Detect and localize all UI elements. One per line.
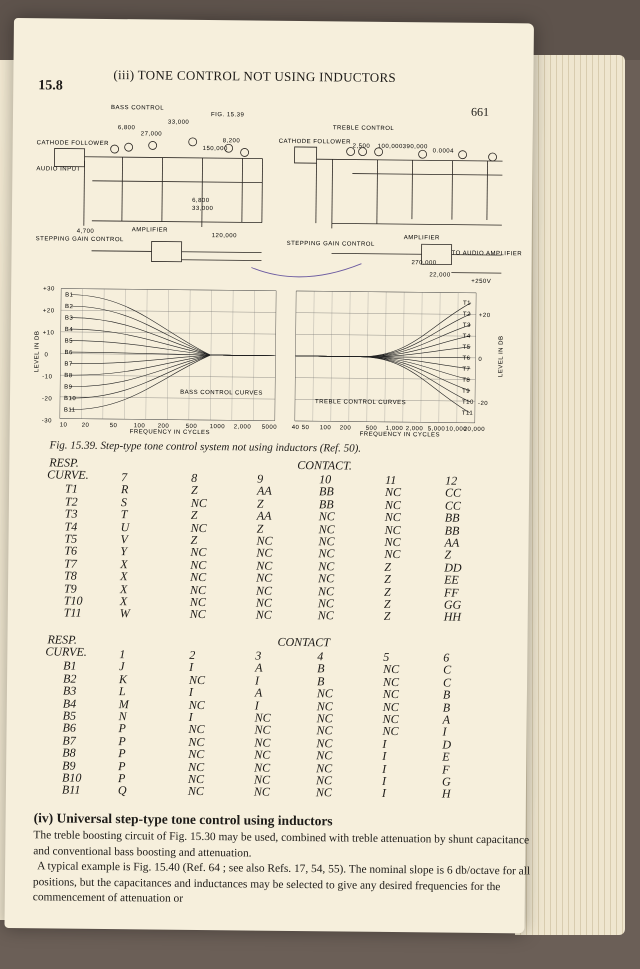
table-cell: Z xyxy=(383,596,391,612)
table-cell: NC xyxy=(315,785,332,800)
table-cell: D xyxy=(442,737,452,752)
value-label: 8,200 xyxy=(222,138,241,145)
table-cell: NC xyxy=(382,687,400,702)
table-cell: I xyxy=(254,698,259,713)
table-cell: NC xyxy=(254,747,271,762)
audio-input-label: AUDIO INPUT xyxy=(36,166,81,173)
table-column-header: 6 xyxy=(443,650,450,665)
x-tick: 10,000 xyxy=(445,426,468,433)
x-tick: 100 xyxy=(319,425,332,432)
table-cell: NC xyxy=(188,747,205,762)
table-column-header: 2 xyxy=(189,647,196,662)
treble-curve-label: T2 xyxy=(462,311,471,318)
y-tick: +20 xyxy=(42,308,55,315)
table-cell: I xyxy=(381,786,386,801)
row-label: T9 xyxy=(63,581,77,596)
row-label: B3 xyxy=(62,683,77,698)
row-label: T2 xyxy=(64,494,78,509)
table-cell: X xyxy=(120,556,128,572)
y-axis-label: LEVEL IN DB xyxy=(34,330,41,373)
row-label: B7 xyxy=(62,733,76,748)
table-cell: NC xyxy=(316,723,333,738)
table-cell: Y xyxy=(120,544,128,559)
treble-curve-label: T6 xyxy=(462,355,471,362)
table-cell: P xyxy=(118,721,126,736)
treble-curve-label: T1 xyxy=(463,300,472,307)
table-cell: NC xyxy=(384,510,401,525)
table-cell: I xyxy=(382,736,387,751)
y-tick: -30 xyxy=(41,418,52,425)
table-cell: NC xyxy=(382,674,400,689)
row-label: T6 xyxy=(64,543,78,559)
treble-stepping-gain-label: STEPPING GAIN CONTROL xyxy=(286,240,375,248)
table-cell: NC xyxy=(316,686,334,701)
table-cell: I xyxy=(255,673,260,688)
bass-stepping-gain-label: STEPPING GAIN CONTROL xyxy=(35,236,124,244)
pen-mark xyxy=(251,262,361,277)
table-cell: P xyxy=(118,746,126,761)
treble-curve-label: T11 xyxy=(461,410,474,417)
table-cell: NC xyxy=(189,582,207,597)
table-cell: DD xyxy=(444,560,462,575)
table-cell: X xyxy=(119,594,128,609)
table-cell: GG xyxy=(443,597,462,612)
table-cell: NC xyxy=(318,534,335,549)
table-cell: Z xyxy=(444,547,452,563)
value-label: 33,000 xyxy=(167,119,190,126)
schematic-wiring xyxy=(53,136,502,273)
bass-curve-label: B2 xyxy=(64,304,74,311)
table-cell: NC xyxy=(187,771,205,787)
table-column-header: 11 xyxy=(385,472,397,488)
table-cell: M xyxy=(118,696,129,711)
row-label: B5 xyxy=(62,708,77,723)
treble-curves-label: TREBLE CONTROL CURVES xyxy=(314,399,407,407)
table-cell: NC xyxy=(253,785,270,800)
table-cell: NC xyxy=(255,583,273,598)
bass-curve xyxy=(70,295,276,356)
row-label: B8 xyxy=(62,745,76,760)
row-label: B1 xyxy=(63,658,77,674)
table-cell: NC xyxy=(318,509,335,524)
y-tick: +30 xyxy=(43,286,55,293)
table-cell: NC xyxy=(188,722,205,737)
table-cell: NC xyxy=(188,697,205,712)
table-cell: NC xyxy=(254,760,271,775)
table-cell: BB xyxy=(444,523,460,538)
treble-amplifier-label: AMPLIFIER xyxy=(403,235,440,242)
table-cell: NC xyxy=(382,711,399,727)
row-label: T8 xyxy=(64,568,77,583)
table-column-header: 3 xyxy=(255,648,262,663)
y-tick: -20 xyxy=(41,396,53,403)
table-cell: H xyxy=(441,786,451,802)
value-label: +250V xyxy=(471,278,492,286)
treble-table-resp: RESP. xyxy=(49,455,79,470)
x-tick: 500 xyxy=(365,425,378,432)
table-cell: HH xyxy=(443,610,462,625)
bass-curve-label: B6 xyxy=(64,350,73,357)
row-label: T10 xyxy=(63,593,83,608)
x-tick: 100 xyxy=(133,423,146,430)
table-cell: FF xyxy=(443,585,459,600)
bass-table-contact: CONTACT xyxy=(277,634,331,650)
table-cell: Q xyxy=(117,783,127,798)
row-label: T11 xyxy=(63,606,82,621)
treble-curve-label: T3 xyxy=(462,322,471,329)
value-label: 4,700 xyxy=(76,228,95,235)
section-number: 15.8 xyxy=(38,78,63,94)
bass-curve-label: B8 xyxy=(64,373,73,380)
row-label: B2 xyxy=(63,671,77,686)
treble-table-curve: CURVE. xyxy=(47,467,89,482)
x-tick: 10 xyxy=(59,422,68,429)
table-cell: NC xyxy=(384,497,402,512)
row-label: T3 xyxy=(64,506,78,521)
table-cell: AA xyxy=(256,483,272,499)
table-cell: NC xyxy=(383,662,400,677)
table-cell: NC xyxy=(190,570,207,585)
bass-curve-label: B11 xyxy=(63,407,76,414)
table-cell: NC xyxy=(190,545,207,560)
treble-curve-label: T10 xyxy=(461,399,474,406)
table-cell: A xyxy=(254,685,263,700)
table-cell: NC xyxy=(254,710,271,725)
table-cell: CC xyxy=(444,498,462,513)
y-tick: 0 xyxy=(44,352,49,359)
table-cell: Z xyxy=(256,496,264,511)
table-cell: Z xyxy=(190,532,198,547)
table-cell: W xyxy=(119,606,130,621)
table-cell: NC xyxy=(382,724,399,739)
table-cell: NC xyxy=(318,546,335,561)
table-cell: NC xyxy=(317,608,334,623)
table-cell: CC xyxy=(444,485,462,501)
x-tick: 2,000 xyxy=(405,426,424,433)
table-cell: K xyxy=(119,671,128,687)
x-tick: 5,000 xyxy=(427,426,446,433)
row-label: B4 xyxy=(62,696,77,711)
table-cell: B xyxy=(442,700,451,715)
treble-contact-table xyxy=(48,470,486,623)
table-cell: Z xyxy=(384,572,391,587)
table-cell: S xyxy=(120,494,128,510)
table-cell: NC xyxy=(318,521,335,537)
value-label: 120,000 xyxy=(211,233,237,240)
treble-control-title: TREBLE CONTROL xyxy=(332,125,395,132)
x-tick: 50 xyxy=(301,425,310,432)
circuit-schematic xyxy=(31,100,523,287)
table-cell: I xyxy=(189,660,194,675)
x-axis-label-right: FREQUENCY IN CYCLES xyxy=(359,431,441,439)
table-column-header: 8 xyxy=(191,470,198,485)
table-cell: BB xyxy=(318,497,334,512)
row-label: T7 xyxy=(64,556,78,571)
treble-cathode-follower-label: CATHODE FOLLOWER xyxy=(278,138,351,146)
table-cell: R xyxy=(120,482,129,497)
table-cell: T xyxy=(120,507,128,522)
table-cell: NC xyxy=(316,748,333,763)
page-title: (iii) TONE CONTROL NOT USING INDUCTORS xyxy=(113,67,397,86)
table-cell: C xyxy=(443,662,452,678)
bass-contact-table xyxy=(46,647,484,800)
treble-curve-label: T8 xyxy=(462,377,471,384)
table-cell: B xyxy=(317,674,325,689)
row-label: T5 xyxy=(64,531,78,546)
table-cell: BB xyxy=(318,484,334,499)
treble-table-contact: CONTACT. xyxy=(297,457,352,473)
table-cell: NC xyxy=(316,698,333,714)
book-page xyxy=(4,18,534,933)
table-cell: Z xyxy=(383,609,391,624)
x-tick: 200 xyxy=(339,425,352,432)
table-cell: J xyxy=(119,659,125,674)
table-header-blank xyxy=(47,647,119,660)
table-column-header: 4 xyxy=(317,649,324,664)
value-label: 150,000 xyxy=(202,145,228,153)
table-header-blank xyxy=(49,470,121,483)
table-cell: A xyxy=(442,712,451,727)
table-cell: AA xyxy=(256,508,272,523)
table-cell: NC xyxy=(254,735,271,750)
y-tick: +20 xyxy=(478,312,491,320)
table-column-header: 1 xyxy=(119,647,126,662)
value-label: 6,800 xyxy=(117,125,136,132)
section-paragraph-1: The treble boosting circuit of Fig. 15.30 may be used, combined with treble attenuation by shunt capacitance and conventional bass boosting and attenuation. xyxy=(33,829,530,860)
treble-curve-label: T4 xyxy=(462,333,471,340)
value-label: 6,800 xyxy=(192,197,210,205)
table-column-header: 9 xyxy=(257,471,264,486)
table-cell: BB xyxy=(444,510,460,525)
table-cell: B xyxy=(317,661,325,676)
table-cell: NC xyxy=(384,534,401,550)
row-label: T1 xyxy=(64,481,78,497)
table-cell: Z xyxy=(383,584,391,599)
row-label: B9 xyxy=(62,758,76,773)
y-tick: -20 xyxy=(477,400,489,407)
table-column-header: 10 xyxy=(319,472,332,487)
table-cell: I xyxy=(442,724,447,740)
y-tick: +10 xyxy=(42,330,55,337)
x-tick: 5000 xyxy=(261,424,278,431)
value-label: 270,000 xyxy=(411,260,437,267)
table-cell: NC xyxy=(315,773,333,788)
table-cell: NC xyxy=(317,583,335,599)
bass-curve-label: B5 xyxy=(64,338,73,345)
treble-curve xyxy=(295,356,470,402)
table-cell: P xyxy=(118,758,126,773)
x-tick: 200 xyxy=(157,423,170,430)
bass-curve-label: B4 xyxy=(64,327,74,334)
table-column-header: 5 xyxy=(383,649,390,664)
row-label: B10 xyxy=(61,770,82,785)
bass-curves-label: BASS CONTROL CURVES xyxy=(180,389,263,397)
y-tick: 0 xyxy=(478,356,483,363)
value-label: 0.0004 xyxy=(432,148,455,155)
bass-curve xyxy=(70,354,275,389)
x-tick: 1000 xyxy=(209,424,226,431)
table-cell: L xyxy=(118,684,126,699)
section-paragraph-2: A typical example is Fig. 15.40 (Ref. 64 ; see also Refs. 17, 54, 55). The nominal slope is 6 db/octave for all positions, but the capacitances and inductances may be selected to give any desired frequencies for the commencement of attenuation or xyxy=(32,860,531,905)
table-cell: X xyxy=(120,569,128,584)
table-cell: NC xyxy=(190,557,207,572)
y-axis-label-right: LEVEL IN DB xyxy=(498,335,505,378)
table-cell: V xyxy=(120,532,128,547)
table-cell: NC xyxy=(256,533,273,548)
table-cell: I xyxy=(188,685,194,700)
table-cell: NC xyxy=(190,520,207,535)
table-cell: F xyxy=(442,762,450,777)
table-cell: NC xyxy=(318,559,335,574)
x-tick: 2,000 xyxy=(233,424,252,431)
bass-curve xyxy=(70,341,275,356)
row-label: B11 xyxy=(61,783,81,798)
bass-curve xyxy=(70,354,275,378)
value-label: 390,000 xyxy=(402,144,428,151)
table-cell: NC xyxy=(384,547,401,562)
table-cell: A xyxy=(255,660,263,676)
table-cell: I xyxy=(188,709,193,724)
x-tick: 40 xyxy=(291,424,300,432)
treble-curve xyxy=(295,356,470,391)
table-cell: NC xyxy=(316,711,333,726)
treble-curve-label: T9 xyxy=(462,388,471,395)
table-column-header: 12 xyxy=(445,473,458,488)
table-cell: NC xyxy=(256,558,273,573)
to-audio-amplifier-label: TO AUDIO AMPLIFIER xyxy=(451,250,523,258)
table-cell: X xyxy=(119,581,128,596)
table-cell: N xyxy=(118,709,127,724)
table-cell: NC xyxy=(255,608,272,623)
table-cell: Z xyxy=(190,483,198,498)
treble-curve xyxy=(295,323,470,358)
page-number: 661 xyxy=(470,104,490,119)
value-label: 27,000 xyxy=(140,131,163,138)
table-cell: NC xyxy=(382,699,399,714)
treble-curve xyxy=(295,301,471,358)
table-cell: U xyxy=(120,519,130,534)
bass-table-resp: RESP. xyxy=(47,632,78,647)
y-tick: -10 xyxy=(42,374,53,381)
x-tick: 500 xyxy=(185,423,198,430)
table-column-header: 7 xyxy=(121,470,128,485)
table-cell: NC xyxy=(188,759,205,774)
table-cell: NC xyxy=(189,607,206,622)
table-cell: NC xyxy=(317,596,334,611)
table-cell: NC xyxy=(384,485,402,500)
table-cell: I xyxy=(382,749,387,764)
table-cell: I xyxy=(382,761,387,776)
bass-curve-label: B9 xyxy=(64,384,73,391)
section-heading: (iv) Universal step-type tone control using inductors xyxy=(33,810,333,829)
table-cell: NC xyxy=(190,495,208,510)
table-cell: Z xyxy=(256,521,264,536)
x-tick: 50 xyxy=(109,423,118,430)
treble-curve-label: T5 xyxy=(462,344,471,351)
bass-curve-label: B1 xyxy=(65,292,74,299)
table-cell: NC xyxy=(188,734,205,749)
row-label: T4 xyxy=(64,519,78,534)
bass-cathode-follower-label: CATHODE FOLLOWER xyxy=(36,140,109,148)
table-cell: Z xyxy=(190,508,198,523)
treble-curve-label: T7 xyxy=(462,366,471,373)
bass-table-curve: CURVE. xyxy=(45,644,87,659)
x-tick: 20,000 xyxy=(463,426,486,433)
table-cell: B xyxy=(442,687,451,702)
bass-control-title: BASS CONTROL xyxy=(111,105,165,112)
table-cell: I xyxy=(381,773,387,788)
value-label: 22,000 xyxy=(429,272,451,279)
table-cell: EE xyxy=(444,572,459,587)
table-cell: NC xyxy=(254,722,271,738)
bass-curve-label: B7 xyxy=(64,361,73,368)
table-cell: G xyxy=(441,774,451,789)
table-cell: Z xyxy=(384,559,392,574)
bass-curve-label: B10 xyxy=(63,396,77,403)
value-label: 2,500 xyxy=(352,143,371,150)
table-cell: NC xyxy=(256,570,273,585)
fig-ref-label: FIG. 15.39 xyxy=(210,112,245,119)
table-cell: NC xyxy=(384,522,401,537)
table-cell: NC xyxy=(189,672,206,687)
row-label: B6 xyxy=(62,720,76,736)
table-cell: P xyxy=(117,771,126,786)
x-tick: 1,000 xyxy=(385,425,404,433)
response-curves-graph xyxy=(30,282,512,437)
x-tick: 20 xyxy=(81,422,90,429)
table-cell: NC xyxy=(256,546,273,561)
bass-amplifier-label: AMPLIFIER xyxy=(131,227,169,234)
table-cell: NC xyxy=(187,784,204,799)
table-cell: NC xyxy=(255,595,272,610)
bass-curve-label: B3 xyxy=(64,315,74,322)
table-cell: AA xyxy=(444,535,460,550)
table-cell: P xyxy=(118,733,126,749)
table-cell: NC xyxy=(189,594,206,610)
table-cell: C xyxy=(442,675,452,690)
table-cell: E xyxy=(442,749,450,764)
figure-caption: Fig. 15.39. Step-type tone control system not using inductors (Ref. 50). xyxy=(49,439,362,455)
value-label: 100,000 xyxy=(377,143,403,151)
table-cell: NC xyxy=(253,772,271,787)
value-label: 33,000 xyxy=(191,205,214,213)
x-axis-label: FREQUENCY IN CYCLES xyxy=(129,429,211,437)
table-cell: NC xyxy=(316,760,333,776)
table-cell: NC xyxy=(318,571,335,586)
table-cell: NC xyxy=(316,736,333,751)
